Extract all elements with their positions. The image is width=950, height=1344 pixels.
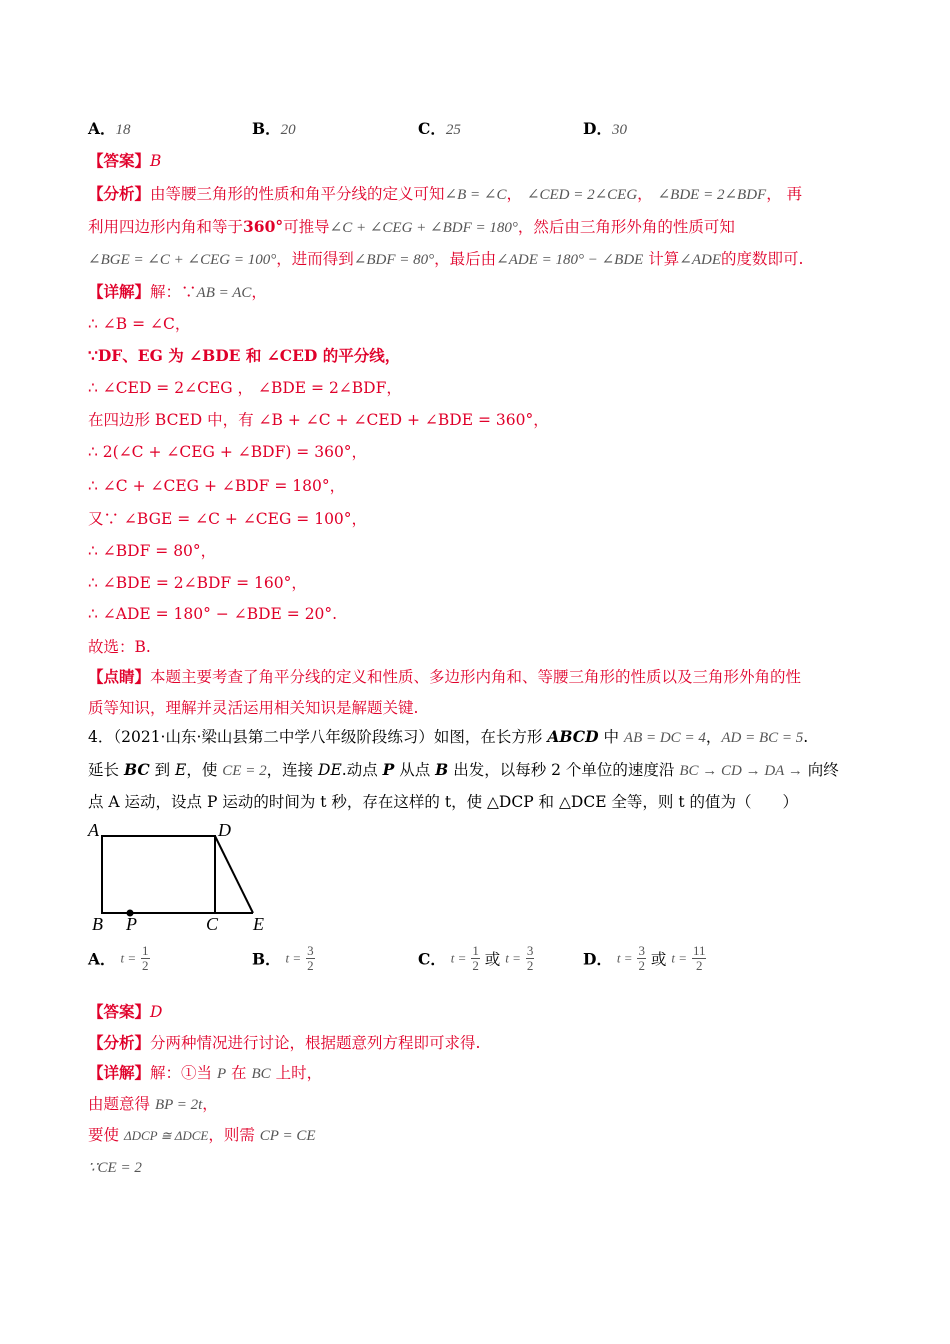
q3-step-5: ∴ 2(∠C + ∠CEG + ∠BDF) = 360°， — [88, 443, 368, 461]
q4-detail-line-3: 要使 ΔDCP ≅ ΔDCE，则需 CP = CE — [88, 1126, 316, 1144]
q3-analysis-line-2: 利用四边形内角和等于360°可推导∠C + ∠CEG + ∠BDF = 180°，然后由三角形外角的性质可知 — [88, 217, 735, 236]
q3-step-6: ∴ ∠C + ∠CEG + ∠BDF = 180°， — [88, 477, 346, 495]
q3-analysis-line-1: 【分析】由等腰三角形的性质和角平分线的定义可知∠B = ∠C， ∠CED = 2∠CEG， ∠BDE = 2∠BDF， 再 — [88, 184, 803, 203]
q3-step-1: ∴ ∠B = ∠C， — [88, 315, 191, 333]
rectangle-diagram — [86, 818, 286, 938]
q3-step-2: ∵DF、EG 为 ∠BDE 和 ∠CED 的平分线， — [88, 346, 401, 365]
label-p: P — [126, 914, 137, 934]
q3-option-c: C．25 — [418, 119, 461, 138]
label-c: C — [206, 914, 219, 934]
q3-option-b: B．20 — [252, 119, 296, 138]
q4-detail-line-1: 【详解】解：①当 P 在 BC 上时， — [88, 1063, 323, 1082]
label-d: D — [218, 820, 231, 840]
q3-choose: 故选：B. — [88, 638, 151, 656]
label-e: E — [253, 914, 264, 934]
q4-option-b: B． t = $\frac{3}{2}$ — [252, 943, 314, 973]
q4-detail-line-2: 由题意得 BP = 2t， — [88, 1095, 218, 1113]
q3-step-4: 在四边形 BCED 中，有 ∠B + ∠C + ∠CED + ∠BDE = 360°， — [88, 411, 549, 429]
q4-stem-line-3: 点 A 运动，设点 P 运动的时间为 t 秒，存在这样的 t，使 △DCP 和 △DCE 全等，则 t 的值为（ ） — [88, 793, 799, 811]
q4-answer: 【答案】D — [88, 1002, 163, 1021]
q4-option-a: A． t = $\frac{1}{2}$ — [88, 943, 149, 973]
q3-detail-intro: 【详解】解：∵AB = AC， — [88, 282, 267, 301]
q3-step-8: ∴ ∠BDF = 80°， — [88, 542, 217, 560]
q3-option-a: A．18 — [88, 119, 131, 138]
q4-detail-line-4: ∵CE = 2 — [88, 1160, 142, 1176]
q3-step-7: 又∵ ∠BGE = ∠C + ∠CEG = 100°， — [88, 510, 368, 528]
q3-answer: 【答案】B — [88, 151, 162, 170]
rectangle-abcd — [102, 836, 215, 913]
segment-de — [215, 836, 253, 913]
q3-step-3: ∴ ∠CED = 2∠CEG ， ∠BDE = 2∠BDF， — [88, 379, 402, 397]
q4-option-d: D． t = $\frac{3}{2}$ 或 t = $\frac{11}{2}$ — [583, 943, 706, 973]
q3-comment-line-2: 质等知识，理解并灵活运用相关知识是解题关键. — [88, 699, 419, 717]
label-a: A — [88, 820, 99, 840]
q4-analysis: 【分析】分两种情况进行讨论，根据题意列方程即可求得. — [88, 1033, 481, 1052]
label-b: B — [92, 914, 103, 934]
q3-analysis-line-3: ∠BGE = ∠C + ∠CEG = 100°，进而得到∠BDF = 80°，最后由∠ADE = 180° − ∠BDE 计算∠ADE的度数即可. — [88, 250, 804, 268]
q4-stem-line-1: 4．（2021·山东·梁山县第二中学八年级阶段练习）如图，在长方形 ABCD 中 AB = DC = 4，AD = BC = 5. — [88, 727, 809, 746]
q3-step-10: ∴ ∠ADE = 180° − ∠BDE = 20°. — [88, 605, 338, 623]
q3-option-d: D．30 — [583, 119, 627, 138]
q3-step-9: ∴ ∠BDE = 2∠BDF = 160°， — [88, 574, 307, 592]
q4-stem-line-2: 延长 BC 到 E，使 CE = 2，连接 DE.动点 P 从点 B 出发，以每秒 2 个单位的速度沿 BC → CD → DA → 向终 — [88, 760, 839, 779]
q3-comment-line-1: 【点睛】本题主要考查了角平分线的定义和性质、多边形内角和、等腰三角形的性质以及三角形外角的性 — [88, 667, 802, 686]
q4-option-c: C． t = $\frac{1}{2}$ 或 t = $\frac{3}{2}$ — [418, 943, 534, 973]
